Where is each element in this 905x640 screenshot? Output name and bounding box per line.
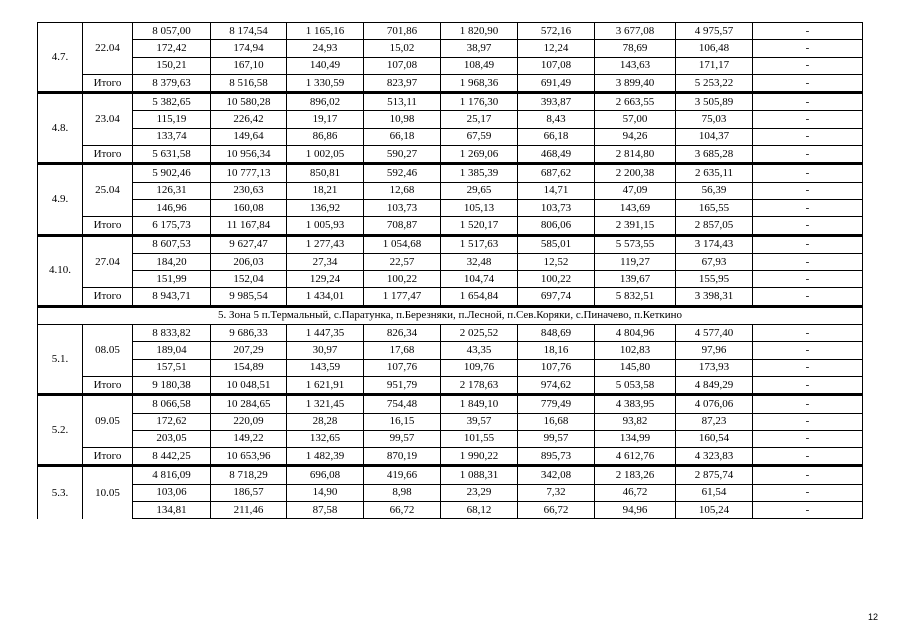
value-cell: 143,59 bbox=[287, 359, 364, 376]
dash-cell: - bbox=[753, 182, 863, 199]
table-row bbox=[38, 128, 863, 145]
item-number: 5.3. bbox=[38, 466, 83, 519]
total-value-cell: 10 048,51 bbox=[211, 376, 287, 394]
value-cell: 129,24 bbox=[287, 271, 364, 288]
value-cell: 184,20 bbox=[133, 253, 211, 270]
value-cell: 10 580,28 bbox=[211, 93, 287, 111]
value-cell: 687,62 bbox=[518, 164, 595, 182]
value-cell: 157,51 bbox=[133, 359, 211, 376]
value-cell: 16,68 bbox=[518, 413, 595, 430]
zone-title: 5. Зона 5 п.Термальный, с.Паратунка, п.Березняки, п.Лесной, п.Сев.Коряки, с.Пиначево, п.Кеткино bbox=[38, 306, 863, 324]
total-row bbox=[38, 376, 863, 394]
value-cell: 78,69 bbox=[595, 40, 676, 57]
total-value-cell: 2 178,63 bbox=[441, 376, 518, 394]
total-value-cell: 708,87 bbox=[364, 217, 441, 235]
total-value-cell: 1 968,36 bbox=[441, 74, 518, 92]
value-cell: 14,71 bbox=[518, 182, 595, 199]
date-cell: 09.05 bbox=[83, 395, 133, 448]
value-cell: 75,03 bbox=[676, 111, 753, 128]
total-value-cell: 9 180,38 bbox=[133, 376, 211, 394]
value-cell: 207,29 bbox=[211, 342, 287, 359]
value-cell: 1 277,43 bbox=[287, 235, 364, 253]
value-cell: 66,72 bbox=[364, 502, 441, 519]
value-cell: 67,93 bbox=[676, 253, 753, 270]
table-row bbox=[38, 430, 863, 447]
total-value-cell: 1 520,17 bbox=[441, 217, 518, 235]
dash-cell: - bbox=[753, 448, 863, 466]
value-cell: 779,49 bbox=[518, 395, 595, 413]
value-cell: 100,22 bbox=[518, 271, 595, 288]
total-value-cell: 10 653,96 bbox=[211, 448, 287, 466]
value-cell: 160,54 bbox=[676, 430, 753, 447]
value-cell: 149,22 bbox=[211, 430, 287, 447]
table-row bbox=[38, 182, 863, 199]
total-value-cell: 1 654,84 bbox=[441, 288, 518, 306]
total-value-cell: 4 849,29 bbox=[676, 376, 753, 394]
dash-cell: - bbox=[753, 325, 863, 342]
total-value-cell: 691,49 bbox=[518, 74, 595, 92]
total-row bbox=[38, 217, 863, 235]
value-cell: 4 975,57 bbox=[676, 23, 753, 40]
value-cell: 68,12 bbox=[441, 502, 518, 519]
table-row bbox=[38, 253, 863, 270]
value-cell: 57,00 bbox=[595, 111, 676, 128]
value-cell: 101,55 bbox=[441, 430, 518, 447]
total-value-cell: 2 857,05 bbox=[676, 217, 753, 235]
value-cell: 513,11 bbox=[364, 93, 441, 111]
value-cell: 1 176,30 bbox=[441, 93, 518, 111]
value-cell: 56,39 bbox=[676, 182, 753, 199]
dash-cell: - bbox=[753, 288, 863, 306]
total-value-cell: 468,49 bbox=[518, 146, 595, 164]
value-cell: 103,73 bbox=[364, 199, 441, 216]
value-cell: 66,18 bbox=[518, 128, 595, 145]
total-value-cell: 1 482,39 bbox=[287, 448, 364, 466]
value-cell: 4 383,95 bbox=[595, 395, 676, 413]
value-cell: 66,18 bbox=[364, 128, 441, 145]
value-cell: 4 076,06 bbox=[676, 395, 753, 413]
value-cell: 22,57 bbox=[364, 253, 441, 270]
value-cell: 145,80 bbox=[595, 359, 676, 376]
value-cell: 1 088,31 bbox=[441, 466, 518, 484]
total-value-cell: 1 177,47 bbox=[364, 288, 441, 306]
value-cell: 143,63 bbox=[595, 57, 676, 74]
total-label: Итого bbox=[83, 288, 133, 306]
value-cell: 211,46 bbox=[211, 502, 287, 519]
value-cell: 1 321,45 bbox=[287, 395, 364, 413]
table-row bbox=[38, 111, 863, 128]
dash-cell: - bbox=[753, 217, 863, 235]
value-cell: 152,04 bbox=[211, 271, 287, 288]
value-cell: 66,72 bbox=[518, 502, 595, 519]
table-row bbox=[38, 199, 863, 216]
value-cell: 572,16 bbox=[518, 23, 595, 40]
total-value-cell: 5 053,58 bbox=[595, 376, 676, 394]
value-cell: 103,73 bbox=[518, 199, 595, 216]
value-cell: 107,08 bbox=[364, 57, 441, 74]
value-cell: 172,42 bbox=[133, 40, 211, 57]
table-row bbox=[38, 342, 863, 359]
total-value-cell: 1 002,05 bbox=[287, 146, 364, 164]
table-row bbox=[38, 395, 863, 413]
value-cell: 2 635,11 bbox=[676, 164, 753, 182]
total-value-cell: 5 832,51 bbox=[595, 288, 676, 306]
item-number: 4.10. bbox=[38, 235, 83, 306]
value-cell: 94,96 bbox=[595, 502, 676, 519]
value-cell: 2 200,38 bbox=[595, 164, 676, 182]
value-cell: 1 517,63 bbox=[441, 235, 518, 253]
total-value-cell: 1 005,93 bbox=[287, 217, 364, 235]
total-value-cell: 3 685,28 bbox=[676, 146, 753, 164]
total-row bbox=[38, 288, 863, 306]
value-cell: 8,98 bbox=[364, 484, 441, 501]
table-row bbox=[38, 40, 863, 57]
total-value-cell: 10 956,34 bbox=[211, 146, 287, 164]
dash-cell: - bbox=[753, 40, 863, 57]
value-cell: 1 820,90 bbox=[441, 23, 518, 40]
total-value-cell: 4 323,83 bbox=[676, 448, 753, 466]
value-cell: 134,99 bbox=[595, 430, 676, 447]
total-value-cell: 5 631,58 bbox=[133, 146, 211, 164]
total-value-cell: 2 814,80 bbox=[595, 146, 676, 164]
value-cell: 5 573,55 bbox=[595, 235, 676, 253]
dash-cell: - bbox=[753, 23, 863, 40]
value-cell: 226,42 bbox=[211, 111, 287, 128]
value-cell: 136,92 bbox=[287, 199, 364, 216]
value-cell: 230,63 bbox=[211, 182, 287, 199]
value-cell: 97,96 bbox=[676, 342, 753, 359]
dash-cell: - bbox=[753, 253, 863, 270]
value-cell: 18,16 bbox=[518, 342, 595, 359]
value-cell: 99,57 bbox=[364, 430, 441, 447]
table-row bbox=[38, 484, 863, 501]
date-cell: 27.04 bbox=[83, 235, 133, 288]
value-cell: 8 066,58 bbox=[133, 395, 211, 413]
value-cell: 106,48 bbox=[676, 40, 753, 57]
value-cell: 28,28 bbox=[287, 413, 364, 430]
value-cell: 107,76 bbox=[518, 359, 595, 376]
dash-cell: - bbox=[753, 199, 863, 216]
date-cell: 22.04 bbox=[83, 23, 133, 75]
value-cell: 105,13 bbox=[441, 199, 518, 216]
value-cell: 2 025,52 bbox=[441, 325, 518, 342]
value-cell: 151,99 bbox=[133, 271, 211, 288]
value-cell: 3 677,08 bbox=[595, 23, 676, 40]
value-cell: 47,09 bbox=[595, 182, 676, 199]
dash-cell: - bbox=[753, 235, 863, 253]
value-cell: 30,97 bbox=[287, 342, 364, 359]
dash-cell: - bbox=[753, 271, 863, 288]
page-number: 12 bbox=[867, 612, 878, 622]
value-cell: 3 505,89 bbox=[676, 93, 753, 111]
table-row bbox=[38, 235, 863, 253]
value-cell: 4 816,09 bbox=[133, 466, 211, 484]
dash-cell: - bbox=[753, 484, 863, 501]
value-cell: 186,57 bbox=[211, 484, 287, 501]
value-cell: 896,02 bbox=[287, 93, 364, 111]
value-cell: 104,74 bbox=[441, 271, 518, 288]
value-cell: 9 686,33 bbox=[211, 325, 287, 342]
dash-cell: - bbox=[753, 164, 863, 182]
total-value-cell: 6 175,73 bbox=[133, 217, 211, 235]
value-cell: 46,72 bbox=[595, 484, 676, 501]
value-cell: 5 382,65 bbox=[133, 93, 211, 111]
value-cell: 15,02 bbox=[364, 40, 441, 57]
value-cell: 174,94 bbox=[211, 40, 287, 57]
value-cell: 14,90 bbox=[287, 484, 364, 501]
value-cell: 12,52 bbox=[518, 253, 595, 270]
value-cell: 10 777,13 bbox=[211, 164, 287, 182]
table-row bbox=[38, 413, 863, 430]
date-cell: 23.04 bbox=[83, 93, 133, 146]
total-value-cell: 1 269,06 bbox=[441, 146, 518, 164]
value-cell: 133,74 bbox=[133, 128, 211, 145]
value-cell: 1 165,16 bbox=[287, 23, 364, 40]
total-value-cell: 697,74 bbox=[518, 288, 595, 306]
value-cell: 160,08 bbox=[211, 199, 287, 216]
total-value-cell: 870,19 bbox=[364, 448, 441, 466]
value-cell: 850,81 bbox=[287, 164, 364, 182]
value-cell: 86,86 bbox=[287, 128, 364, 145]
total-row bbox=[38, 74, 863, 92]
date-cell: 25.04 bbox=[83, 164, 133, 217]
table-row bbox=[38, 164, 863, 182]
item-number: 4.9. bbox=[38, 164, 83, 235]
total-value-cell: 895,73 bbox=[518, 448, 595, 466]
total-value-cell: 3 899,40 bbox=[595, 74, 676, 92]
total-value-cell: 8 379,63 bbox=[133, 74, 211, 92]
value-cell: 104,37 bbox=[676, 128, 753, 145]
dash-cell: - bbox=[753, 128, 863, 145]
value-cell: 165,55 bbox=[676, 199, 753, 216]
value-cell: 12,68 bbox=[364, 182, 441, 199]
dash-cell: - bbox=[753, 111, 863, 128]
table-row bbox=[38, 271, 863, 288]
item-number: 5.1. bbox=[38, 325, 83, 395]
value-cell: 8 833,82 bbox=[133, 325, 211, 342]
total-value-cell: 974,62 bbox=[518, 376, 595, 394]
value-cell: 109,76 bbox=[441, 359, 518, 376]
value-cell: 24,93 bbox=[287, 40, 364, 57]
total-value-cell: 823,97 bbox=[364, 74, 441, 92]
total-value-cell: 8 442,25 bbox=[133, 448, 211, 466]
total-label: Итого bbox=[83, 74, 133, 92]
total-value-cell: 11 167,84 bbox=[211, 217, 287, 235]
value-cell: 2 663,55 bbox=[595, 93, 676, 111]
value-cell: 140,49 bbox=[287, 57, 364, 74]
value-cell: 172,62 bbox=[133, 413, 211, 430]
value-cell: 38,97 bbox=[441, 40, 518, 57]
table-row bbox=[38, 466, 863, 484]
total-value-cell: 1 330,59 bbox=[287, 74, 364, 92]
value-cell: 220,09 bbox=[211, 413, 287, 430]
total-value-cell: 951,79 bbox=[364, 376, 441, 394]
value-cell: 701,86 bbox=[364, 23, 441, 40]
value-cell: 12,24 bbox=[518, 40, 595, 57]
data-table bbox=[37, 22, 863, 519]
value-cell: 146,96 bbox=[133, 199, 211, 216]
value-cell: 696,08 bbox=[287, 466, 364, 484]
value-cell: 94,26 bbox=[595, 128, 676, 145]
total-row bbox=[38, 448, 863, 466]
value-cell: 150,21 bbox=[133, 57, 211, 74]
value-cell: 132,65 bbox=[287, 430, 364, 447]
total-value-cell: 1 434,01 bbox=[287, 288, 364, 306]
value-cell: 149,64 bbox=[211, 128, 287, 145]
value-cell: 8,43 bbox=[518, 111, 595, 128]
value-cell: 1 447,35 bbox=[287, 325, 364, 342]
value-cell: 1 849,10 bbox=[441, 395, 518, 413]
total-value-cell: 2 391,15 bbox=[595, 217, 676, 235]
value-cell: 134,81 bbox=[133, 502, 211, 519]
value-cell: 10,98 bbox=[364, 111, 441, 128]
value-cell: 139,67 bbox=[595, 271, 676, 288]
value-cell: 19,17 bbox=[287, 111, 364, 128]
value-cell: 4 577,40 bbox=[676, 325, 753, 342]
value-cell: 1 385,39 bbox=[441, 164, 518, 182]
total-value-cell: 1 990,22 bbox=[441, 448, 518, 466]
item-number: 4.7. bbox=[38, 23, 83, 93]
value-cell: 203,05 bbox=[133, 430, 211, 447]
value-cell: 342,08 bbox=[518, 466, 595, 484]
value-cell: 393,87 bbox=[518, 93, 595, 111]
value-cell: 154,89 bbox=[211, 359, 287, 376]
total-label: Итого bbox=[83, 448, 133, 466]
value-cell: 102,83 bbox=[595, 342, 676, 359]
value-cell: 171,17 bbox=[676, 57, 753, 74]
value-cell: 93,82 bbox=[595, 413, 676, 430]
value-cell: 7,32 bbox=[518, 484, 595, 501]
value-cell: 16,15 bbox=[364, 413, 441, 430]
value-cell: 173,93 bbox=[676, 359, 753, 376]
value-cell: 1 054,68 bbox=[364, 235, 441, 253]
value-cell: 87,23 bbox=[676, 413, 753, 430]
value-cell: 2 183,26 bbox=[595, 466, 676, 484]
value-cell: 3 174,43 bbox=[676, 235, 753, 253]
item-number: 4.8. bbox=[38, 93, 83, 164]
total-label: Итого bbox=[83, 376, 133, 394]
total-value-cell: 3 398,31 bbox=[676, 288, 753, 306]
value-cell: 8 607,53 bbox=[133, 235, 211, 253]
value-cell: 419,66 bbox=[364, 466, 441, 484]
table-row bbox=[38, 23, 863, 40]
dash-cell: - bbox=[753, 146, 863, 164]
dash-cell: - bbox=[753, 57, 863, 74]
item-number: 5.2. bbox=[38, 395, 83, 466]
value-cell: 115,19 bbox=[133, 111, 211, 128]
total-value-cell: 590,27 bbox=[364, 146, 441, 164]
dash-cell: - bbox=[753, 466, 863, 484]
value-cell: 17,68 bbox=[364, 342, 441, 359]
total-value-cell: 9 985,54 bbox=[211, 288, 287, 306]
table-row bbox=[38, 93, 863, 111]
total-label: Итого bbox=[83, 146, 133, 164]
value-cell: 189,04 bbox=[133, 342, 211, 359]
value-cell: 5 902,46 bbox=[133, 164, 211, 182]
value-cell: 32,48 bbox=[441, 253, 518, 270]
total-value-cell: 4 612,76 bbox=[595, 448, 676, 466]
dash-cell: - bbox=[753, 342, 863, 359]
date-cell: 08.05 bbox=[83, 325, 133, 377]
table-row bbox=[38, 325, 863, 342]
total-value-cell: 806,06 bbox=[518, 217, 595, 235]
value-cell: 9 627,47 bbox=[211, 235, 287, 253]
value-cell: 27,34 bbox=[287, 253, 364, 270]
value-cell: 754,48 bbox=[364, 395, 441, 413]
dash-cell: - bbox=[753, 359, 863, 376]
value-cell: 25,17 bbox=[441, 111, 518, 128]
value-cell: 167,10 bbox=[211, 57, 287, 74]
value-cell: 4 804,96 bbox=[595, 325, 676, 342]
value-cell: 826,34 bbox=[364, 325, 441, 342]
value-cell: 103,06 bbox=[133, 484, 211, 501]
value-cell: 8 174,54 bbox=[211, 23, 287, 40]
value-cell: 585,01 bbox=[518, 235, 595, 253]
value-cell: 107,76 bbox=[364, 359, 441, 376]
total-value-cell: 1 621,91 bbox=[287, 376, 364, 394]
total-value-cell: 8 943,71 bbox=[133, 288, 211, 306]
value-cell: 155,95 bbox=[676, 271, 753, 288]
zone-header-row bbox=[38, 306, 863, 324]
dash-cell: - bbox=[753, 430, 863, 447]
value-cell: 119,27 bbox=[595, 253, 676, 270]
value-cell: 848,69 bbox=[518, 325, 595, 342]
value-cell: 105,24 bbox=[676, 502, 753, 519]
table-row bbox=[38, 57, 863, 74]
dash-cell: - bbox=[753, 395, 863, 413]
value-cell: 592,46 bbox=[364, 164, 441, 182]
dash-cell: - bbox=[753, 74, 863, 92]
value-cell: 107,08 bbox=[518, 57, 595, 74]
value-cell: 206,03 bbox=[211, 253, 287, 270]
total-value-cell: 5 253,22 bbox=[676, 74, 753, 92]
dash-cell: - bbox=[753, 502, 863, 519]
value-cell: 39,57 bbox=[441, 413, 518, 430]
table-row bbox=[38, 359, 863, 376]
value-cell: 143,69 bbox=[595, 199, 676, 216]
value-cell: 100,22 bbox=[364, 271, 441, 288]
value-cell: 8 718,29 bbox=[211, 466, 287, 484]
value-cell: 99,57 bbox=[518, 430, 595, 447]
value-cell: 108,49 bbox=[441, 57, 518, 74]
total-row bbox=[38, 146, 863, 164]
value-cell: 10 284,65 bbox=[211, 395, 287, 413]
value-cell: 23,29 bbox=[441, 484, 518, 501]
total-value-cell: 8 516,58 bbox=[211, 74, 287, 92]
value-cell: 43,35 bbox=[441, 342, 518, 359]
value-cell: 87,58 bbox=[287, 502, 364, 519]
dash-cell: - bbox=[753, 413, 863, 430]
dash-cell: - bbox=[753, 93, 863, 111]
value-cell: 2 875,74 bbox=[676, 466, 753, 484]
date-cell: 10.05 bbox=[83, 466, 133, 519]
value-cell: 126,31 bbox=[133, 182, 211, 199]
value-cell: 18,21 bbox=[287, 182, 364, 199]
value-cell: 61,54 bbox=[676, 484, 753, 501]
dash-cell: - bbox=[753, 376, 863, 394]
value-cell: 67,59 bbox=[441, 128, 518, 145]
total-label: Итого bbox=[83, 217, 133, 235]
value-cell: 29,65 bbox=[441, 182, 518, 199]
value-cell: 8 057,00 bbox=[133, 23, 211, 40]
table-row bbox=[38, 502, 863, 519]
